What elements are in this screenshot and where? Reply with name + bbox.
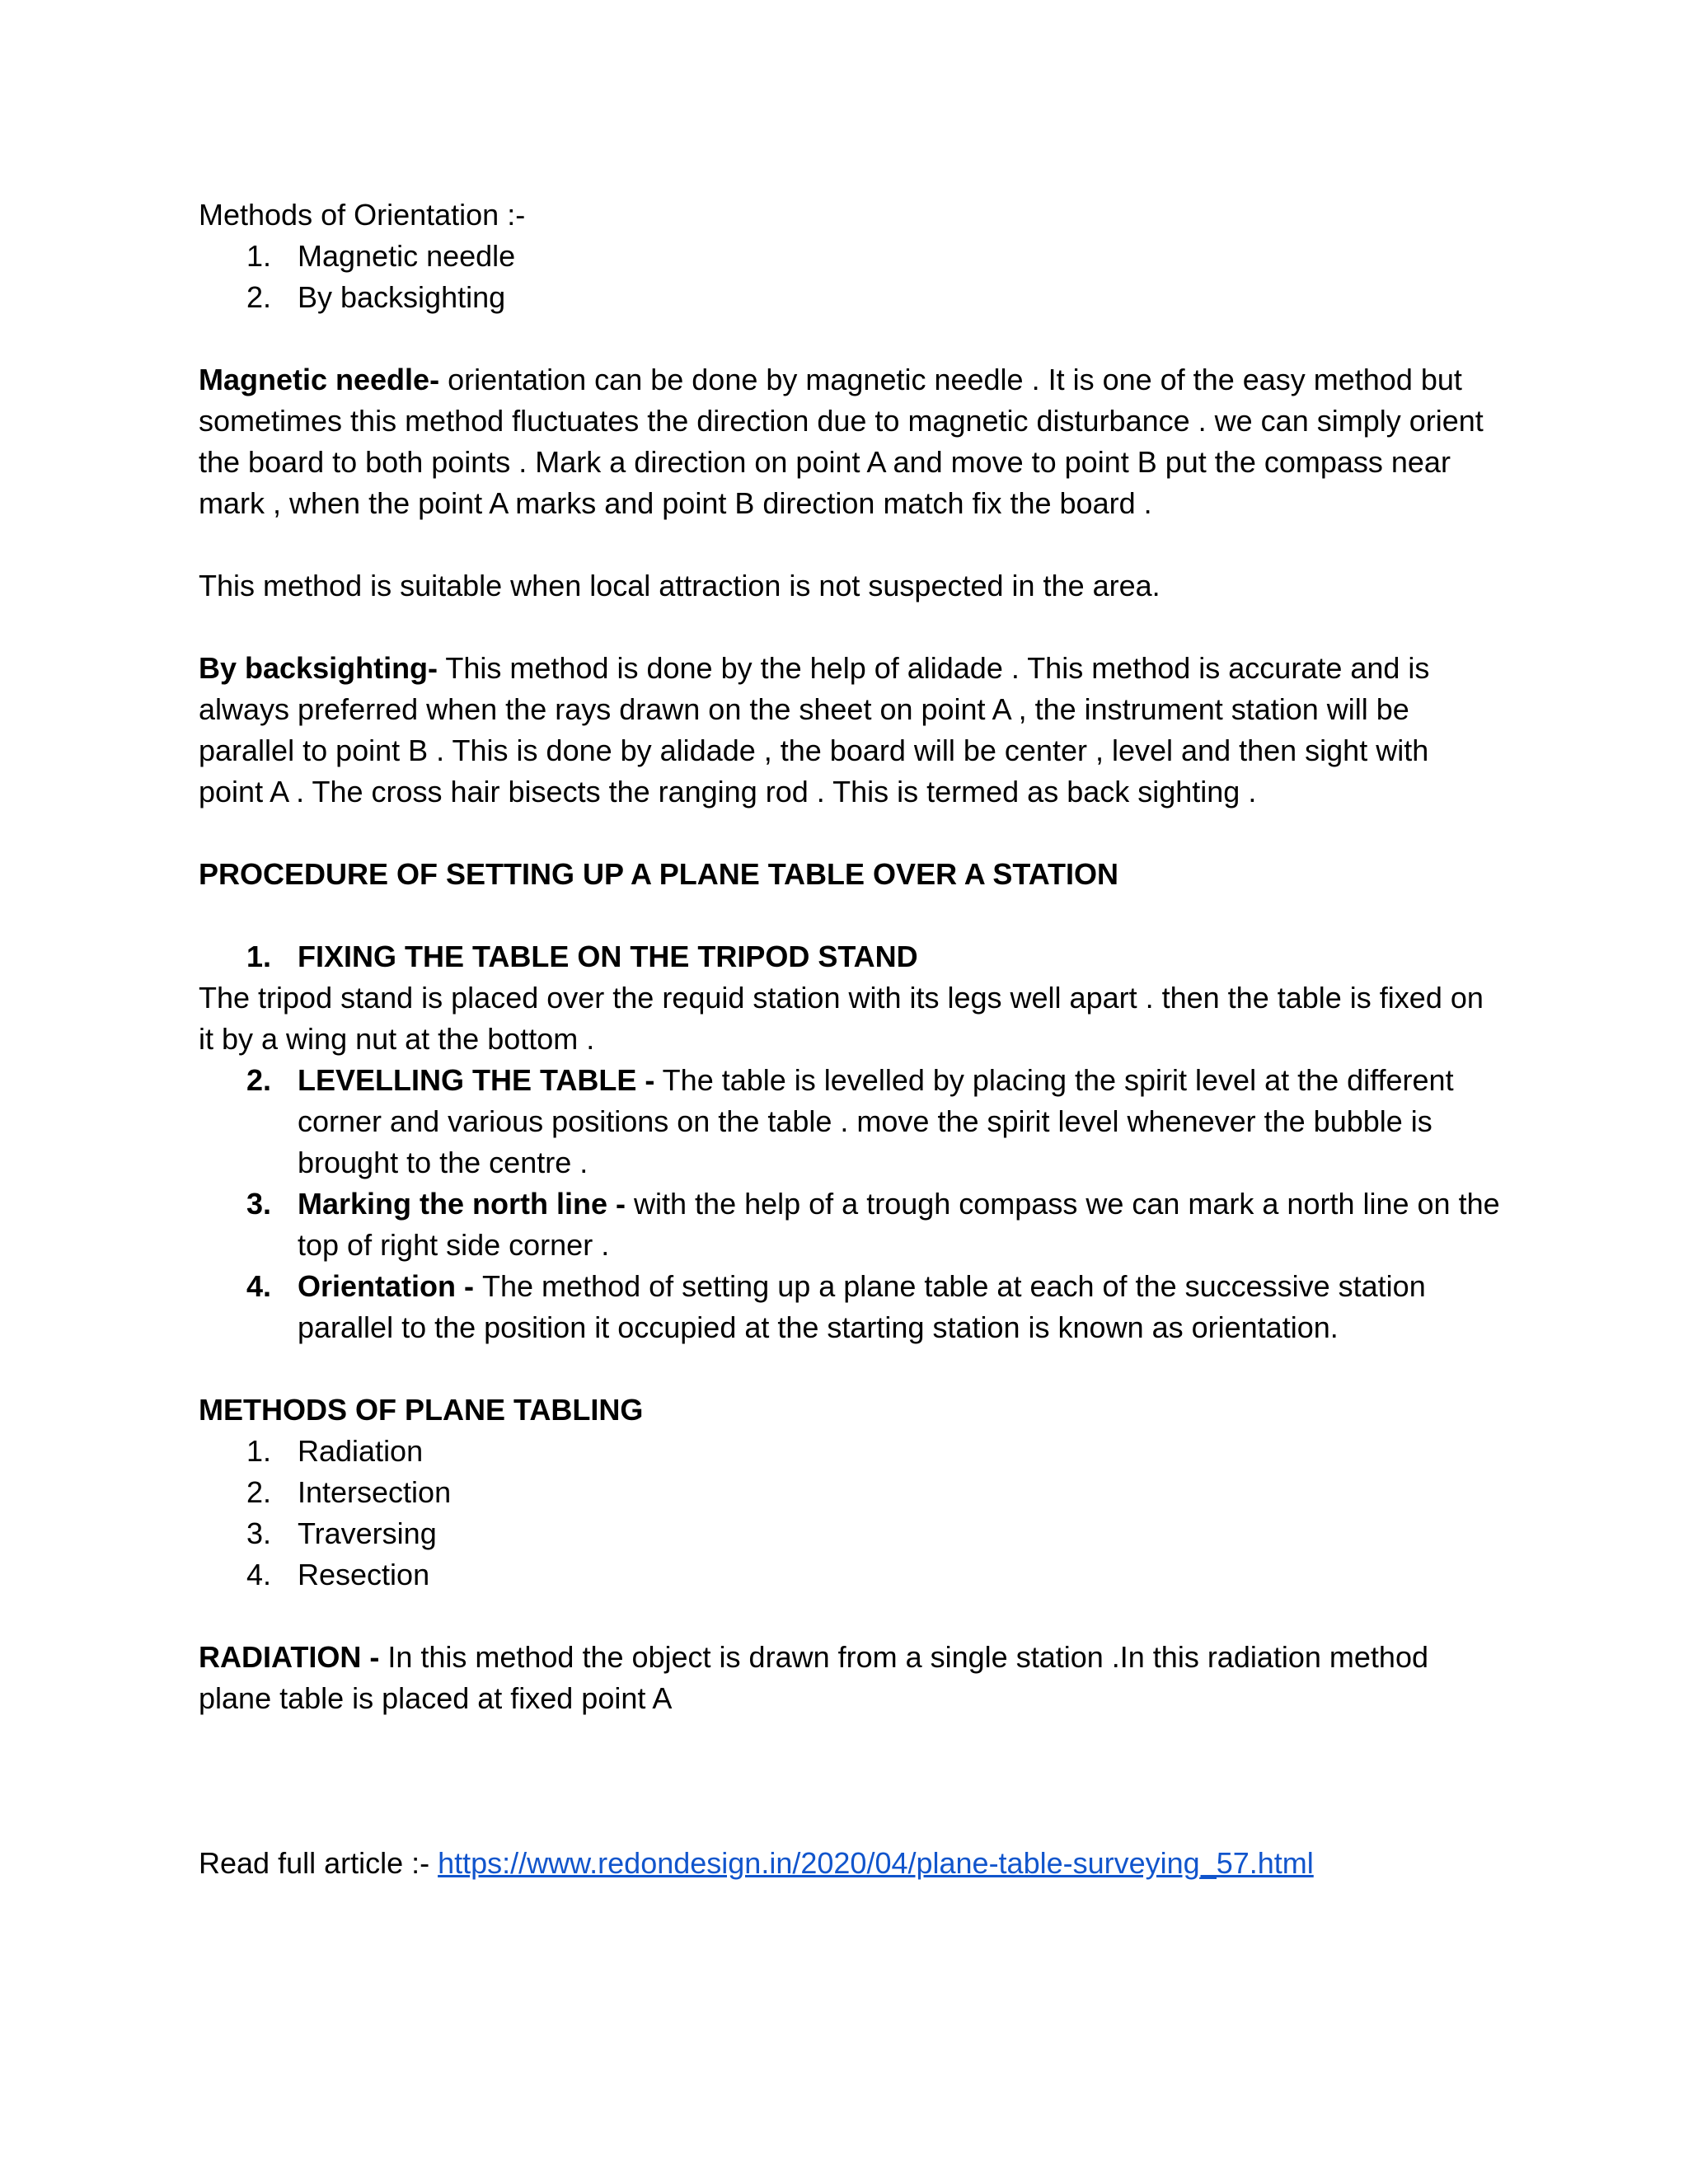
- magnetic-needle-paragraph: [199, 359, 1501, 524]
- step-title: FIXING THE TABLE ON THE TRIPOD STAND: [298, 940, 918, 973]
- list-number: 1.: [246, 239, 272, 273]
- list-item: [199, 1554, 1501, 1596]
- procedure-step-1-list: [199, 936, 1501, 977]
- methods-heading: METHODS OF PLANE TABLING: [199, 1393, 644, 1427]
- list-item: [199, 936, 1501, 977]
- list-number: 3.: [246, 1187, 272, 1221]
- list-item: [199, 1060, 1501, 1183]
- step-title: Orientation -: [298, 1269, 482, 1303]
- read-full-article: [199, 1843, 1501, 1884]
- list-item: [199, 1513, 1501, 1554]
- list-item-text: Resection: [298, 1558, 430, 1591]
- step-title: Marking the north line -: [298, 1187, 626, 1221]
- methods-list: [199, 1431, 1501, 1596]
- list-number: 1.: [246, 1434, 272, 1468]
- magnetic-needle-text: orientation can be done by magnetic needle . It is one of the easy method but sometimes this method fluctuates the direction due to magnetic disturbance . we can simply orient the board to both points . Mark a direction on point A and move to point B put the compass near mark , when the point A marks and point B direction match fix the board .: [199, 363, 1484, 520]
- radiation-paragraph: [199, 1637, 1501, 1719]
- list-item: [199, 1266, 1501, 1348]
- list-item: [199, 277, 1501, 318]
- list-number: 2.: [246, 1475, 272, 1509]
- document-page: [199, 194, 1501, 1884]
- backsighting-label: By backsighting-: [199, 651, 438, 685]
- step-title: LEVELLING THE TABLE -: [298, 1063, 655, 1097]
- step-text: with the help of a trough compass we can mark a north line on the top of right side corner .: [298, 1187, 1500, 1262]
- list-item-text: Radiation: [298, 1434, 424, 1468]
- list-item: [199, 1431, 1501, 1472]
- list-number: 3.: [246, 1516, 272, 1550]
- orientation-heading: Methods of Orientation :-: [199, 198, 526, 232]
- procedure-heading: PROCEDURE OF SETTING UP A PLANE TABLE OVER A STATION: [199, 857, 1119, 891]
- list-number: 2.: [246, 280, 272, 314]
- magnetic-needle-label: Magnetic needle-: [199, 363, 440, 396]
- backsighting-paragraph: [199, 648, 1501, 813]
- list-item-text: By backsighting: [298, 280, 506, 314]
- procedure-steps-list: [199, 1060, 1501, 1348]
- list-item-text: Intersection: [298, 1475, 452, 1509]
- radiation-label: RADIATION -: [199, 1640, 380, 1674]
- radiation-text: In this method the object is drawn from a single station .In this radiation method plane table is placed at fixed point A: [199, 1640, 1428, 1715]
- step-text: The table is levelled by placing the spirit level at the different corner and various positions on the table . move the spirit level whenever the bubble is brought to the centre .: [298, 1063, 1454, 1179]
- read-full-article-prefix: Read full article :-: [199, 1846, 438, 1880]
- orientation-list: [199, 236, 1501, 318]
- list-number: 1.: [246, 940, 272, 973]
- article-link[interactable]: https://www.redondesign.in/2020/04/plane-table-surveying_57.html: [438, 1846, 1314, 1880]
- list-item: [199, 1472, 1501, 1513]
- list-item-text: Traversing: [298, 1516, 437, 1550]
- list-item: [199, 1183, 1501, 1266]
- list-number: 2.: [246, 1063, 272, 1097]
- procedure-step-1-text: The tripod stand is placed over the requid station with its legs well apart . then the table is fixed on it by a wing nut at the bottom .: [199, 981, 1484, 1056]
- magnetic-needle-note: This method is suitable when local attraction is not suspected in the area.: [199, 569, 1160, 602]
- step-text: The method of setting up a plane table at each of the successive station parallel to the position it occupied at the starting station is known as orientation.: [298, 1269, 1426, 1344]
- list-number: 4.: [246, 1269, 272, 1303]
- list-number: 4.: [246, 1558, 272, 1591]
- list-item: [199, 236, 1501, 277]
- list-item-text: Magnetic needle: [298, 239, 516, 273]
- backsighting-text: This method is done by the help of alidade . This method is accurate and is always preferred when the rays drawn on the sheet on point A , the instrument station will be parallel to point B . This is done by alidade , the board will be center , level and then sight with point A . The cross hair bisects the ranging rod . This is termed as back sighting .: [199, 651, 1430, 808]
